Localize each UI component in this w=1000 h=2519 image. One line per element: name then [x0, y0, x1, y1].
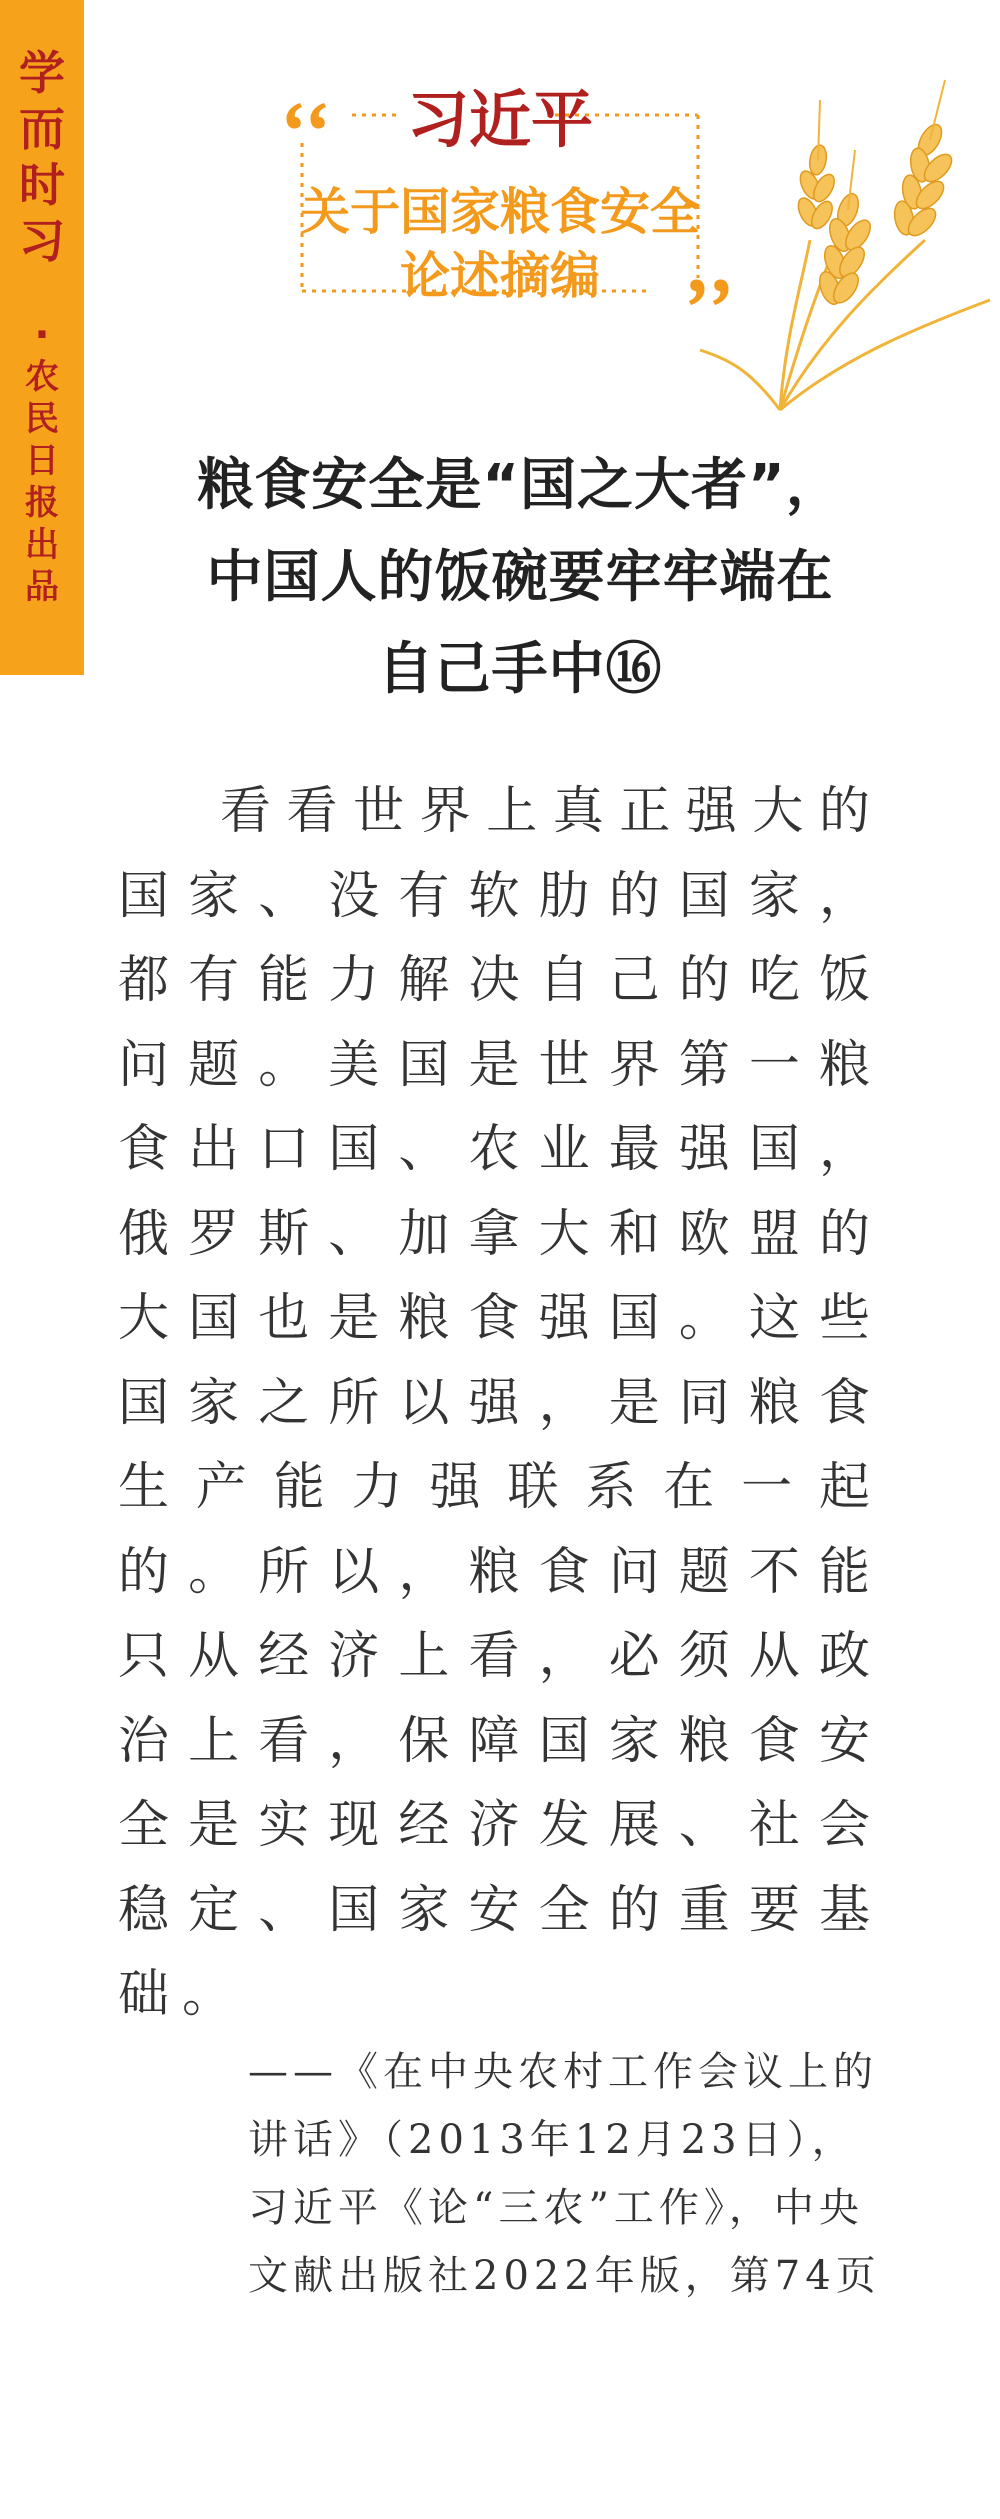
side-char: 农	[25, 357, 59, 397]
side-char: 出	[25, 525, 59, 565]
side-char: 日	[25, 441, 59, 481]
side-banner-top	[0, 46, 84, 274]
citation: ——《在中央农村工作会议上的讲话》（2013年12月23日），习近平《论“三农”工作》，中央文献出版社2022年版，第74页	[248, 2049, 881, 2299]
side-char: 时	[19, 158, 65, 212]
side-char: 习	[19, 214, 65, 268]
headline	[110, 440, 930, 716]
side-banner-bottom	[0, 357, 84, 612]
side-char: 而	[19, 102, 65, 156]
side-char: 品	[25, 567, 59, 607]
side-char: 报	[25, 483, 59, 523]
header-title: 习近平	[406, 83, 593, 156]
side-separator: ·	[34, 312, 50, 358]
side-char: 民	[25, 399, 59, 439]
wheat-icon	[690, 40, 1000, 420]
body-paragraph: 看看世界上真正强大的国家、没有软肋的国家，都有能力解决自己的吃饭问题。美国是世界第一粮食出口国、农业最强国，俄罗斯、加拿大和欧盟的大国也是粮食强国。这些国家之所以强，是同粮食生产能力强联系在一起的。所以，粮食问题不能只从经济上看，必须从政治上看，保障国家粮食安全是实现经济发展、社会稳定、国家安全的重要基础。	[118, 782, 883, 2024]
headline-line1: 粮食安全是“国之大者”，	[197, 453, 843, 518]
headline-line3: 自己手中⑯	[377, 637, 663, 702]
headline-line2: 中国人的饭碗要牢牢端在	[206, 545, 834, 610]
side-char: 学	[19, 46, 65, 100]
header-subtitle-line2: 论述摘编	[400, 247, 600, 305]
header-subtitle-line1: 关于国家粮食安全	[300, 183, 700, 241]
header-subtitle	[270, 180, 730, 308]
